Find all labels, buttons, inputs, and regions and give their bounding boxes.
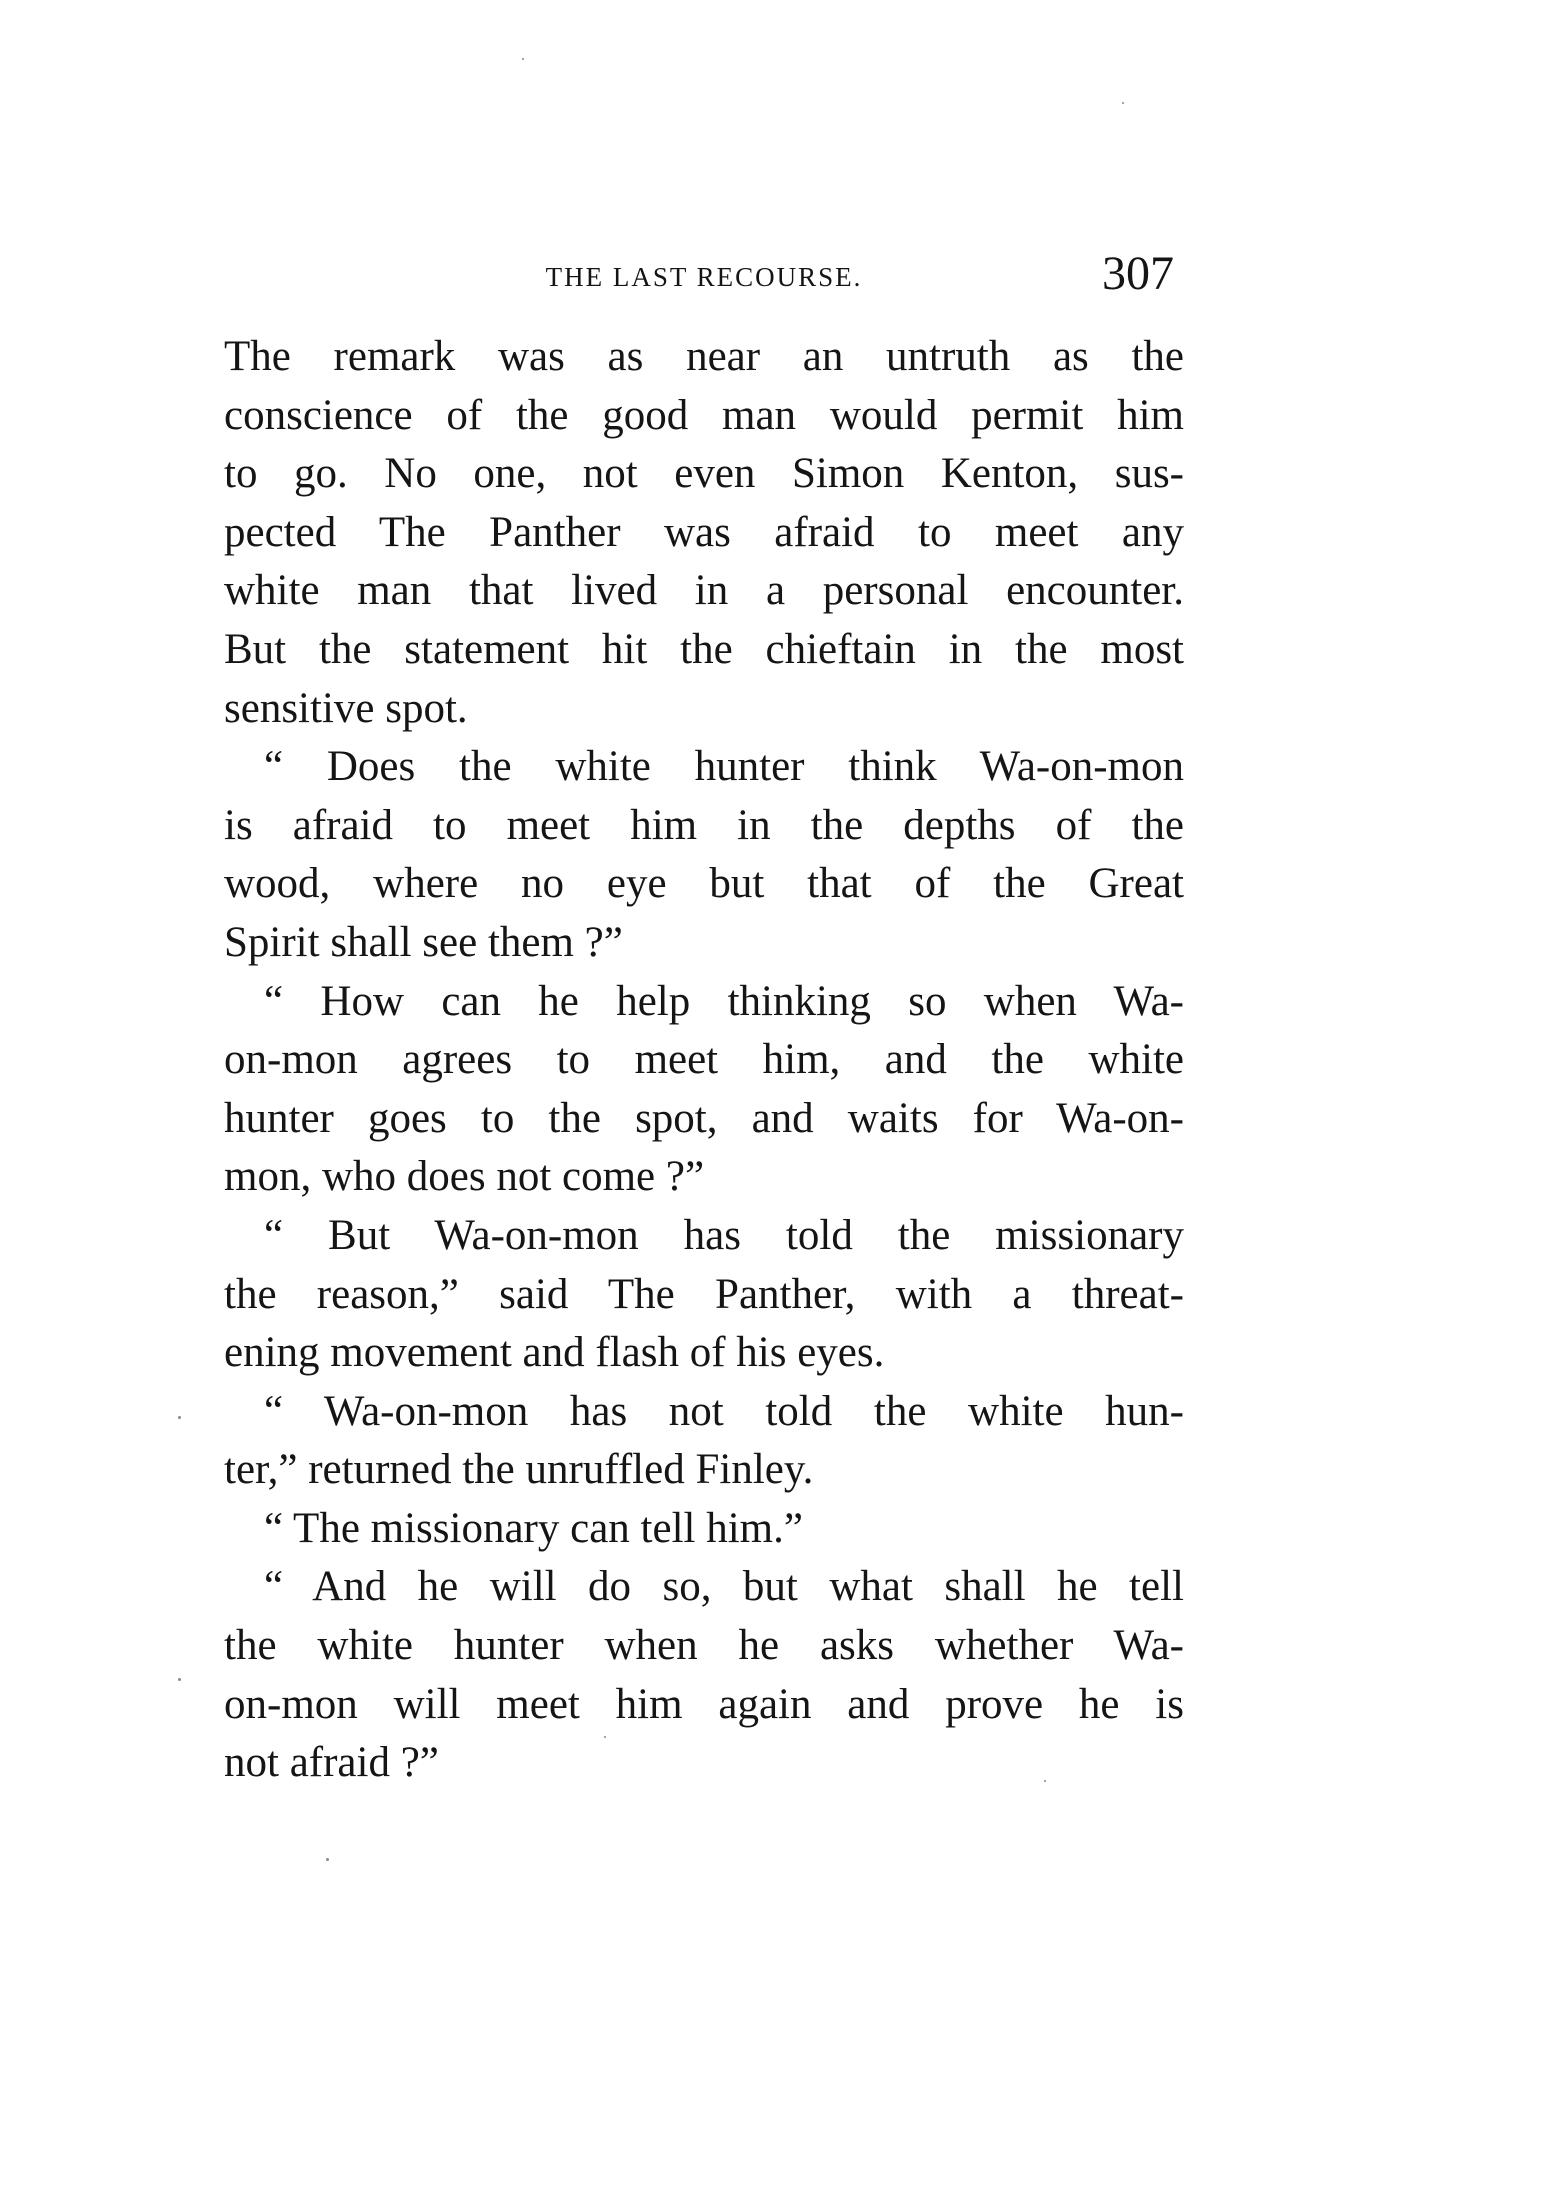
text-line: to go. No one, not even Simon Kenton, sus- (224, 450, 1184, 498)
scan-speck (604, 1736, 606, 1738)
text-line: “ How can he help thinking so when Wa- (264, 977, 1184, 1025)
scan-speck (1044, 1780, 1046, 1782)
text-line: on-mon agrees to meet him, and the white (224, 1036, 1184, 1084)
text-line: “ Does the white hunter think Wa-on-mon (264, 743, 1184, 791)
text-line: “ Wa-on-mon has not told the white hun- (264, 1387, 1184, 1435)
running-title: THE LAST RECOURSE. (545, 262, 863, 292)
scan-speck (326, 1858, 329, 1861)
text-line: wood, where no eye but that of the Great (224, 860, 1184, 908)
text-line: the white hunter when he asks whether Wa- (224, 1622, 1184, 1670)
text-line: conscience of the good man would permit him (224, 391, 1184, 439)
text-line: Spirit shall see them ?” (224, 918, 623, 966)
page-number: 307 (1102, 247, 1174, 300)
body-text (224, 328, 1184, 1793)
text-line: “ But Wa-on-mon has told the missionary (264, 1211, 1184, 1259)
text-line: is afraid to meet him in the depths of the (224, 801, 1184, 849)
text-line: on-mon will meet him again and prove he is (224, 1680, 1184, 1728)
text-line: ening movement and flash of his eyes. (224, 1329, 885, 1377)
scan-speck (1122, 102, 1124, 104)
text-line: hunter goes to the spot, and waits for Wa-on- (224, 1094, 1184, 1142)
text-line: ter,” returned the unruffled Finley. (224, 1446, 814, 1494)
text-line: pected The Panther was afraid to meet any (224, 508, 1184, 556)
scan-speck (178, 1678, 181, 1681)
text-line: the reason,” said The Panther, with a threat- (224, 1270, 1184, 1318)
text-line: “ And he will do so, but what shall he tell (264, 1563, 1184, 1611)
running-head (224, 246, 1184, 306)
text-line: not afraid ?” (224, 1739, 439, 1787)
text-line: “ The missionary can tell him.” (264, 1504, 803, 1552)
text-line: The remark was as near an untruth as the (224, 333, 1184, 380)
scan-speck (522, 58, 524, 60)
text-line: mon, who does not come ?” (224, 1153, 705, 1201)
scan-speck (178, 1416, 181, 1419)
text-line: sensitive spot. (224, 684, 468, 732)
text-line: But the statement hit the chieftain in the most (224, 625, 1184, 673)
text-line: white man that lived in a personal encounter. (224, 567, 1184, 615)
